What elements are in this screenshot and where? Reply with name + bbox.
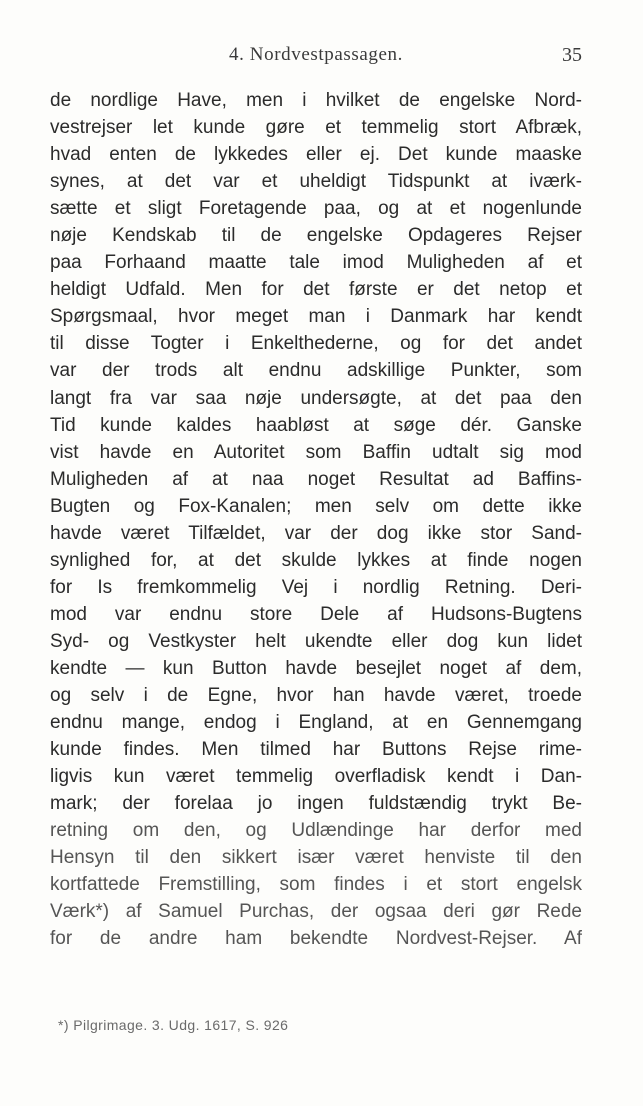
text-line: Bugten og Fox-Kanalen; men selv om dette ikke [50, 495, 582, 517]
text-line: langt fra var saa nøje undersøgte, at det paa den [50, 387, 582, 409]
footnote: *) Pilgrimage. 3. Udg. 1617, S. 926 [58, 1017, 289, 1033]
text-line: mod var endnu store Dele af Hudsons-Bugtens [50, 603, 582, 625]
text-line: var der trods alt endnu adskillige Punkter, som [50, 360, 582, 382]
text-line: og selv i de Egne, hvor han havde været, troede [50, 685, 582, 707]
text-line: Muligheden af at naa noget Resultat ad Baffins- [50, 468, 582, 490]
body-text [50, 87, 582, 953]
text-line: sætte et sligt Foretagende paa, og at et nogenlunde [50, 198, 582, 220]
text-line: for Is fremkommelig Vej i nordlig Retning. Deri- [50, 576, 582, 598]
text-line: kunde findes. Men tilmed har Buttons Rejse rime- [50, 739, 582, 761]
text-line: retning om den, og Udlændinge har derfor med [50, 820, 582, 842]
text-line: endnu mange, endog i England, at en Gennemgang [50, 712, 582, 734]
page-number: 35 [562, 44, 582, 66]
text-line: Værk*) af Samuel Purchas, der ogsaa deri gør Rede [50, 901, 582, 923]
text-line: til disse Togter i Enkelthederne, og for det andet [50, 333, 582, 355]
text-line: kendte — kun Button havde besejlet noget af dem, [50, 657, 582, 679]
text-line: paa Forhaand maatte tale imod Muligheden af et [50, 252, 582, 274]
text-line: ligvis kun været temmelig overfladisk kendt i Dan- [50, 766, 582, 788]
text-line: synlighed for, at det skulde lykkes at finde nogen [50, 549, 582, 571]
text-line: synes, at det var et uheldigt Tidspunkt at iværk- [50, 171, 582, 193]
text-line: vestrejser let kunde gøre et temmelig stort Afbræk, [50, 117, 582, 139]
text-line: de nordlige Have, men i hvilket de engelske Nord- [50, 90, 582, 111]
text-line: vist havde en Autoritet som Baffin udtalt sig mod [50, 441, 582, 463]
text-line: Tid kunde kaldes haabløst at søge dér. Ganske [50, 414, 582, 436]
text-line: Hensyn til den sikkert især været henviste til den [50, 847, 582, 869]
text-line: havde været Tilfældet, var der dog ikke stor Sand- [50, 522, 582, 544]
text-line: nøje Kendskab til de engelske Opdageres Rejser [50, 225, 582, 247]
text-line: kortfattede Fremstilling, som findes i et stort engelsk [50, 874, 582, 896]
text-line: for de andre ham bekendte Nordvest-Rejser. Af [50, 928, 582, 950]
running-head [50, 44, 582, 74]
text-line: Syd- og Vestkyster helt ukendte eller dog kun lidet [50, 630, 582, 652]
text-line: Spørgsmaal, hvor meget man i Danmark har kendt [50, 306, 582, 328]
text-line: heldigt Udfald. Men for det første er det netop et [50, 279, 582, 301]
text-line: hvad enten de lykkedes eller ej. Det kunde maaske [50, 144, 582, 166]
chapter-title: 4. Nordvestpassagen. [229, 44, 403, 65]
text-line: mark; der forelaa jo ingen fuldstændig trykt Be- [50, 793, 582, 815]
